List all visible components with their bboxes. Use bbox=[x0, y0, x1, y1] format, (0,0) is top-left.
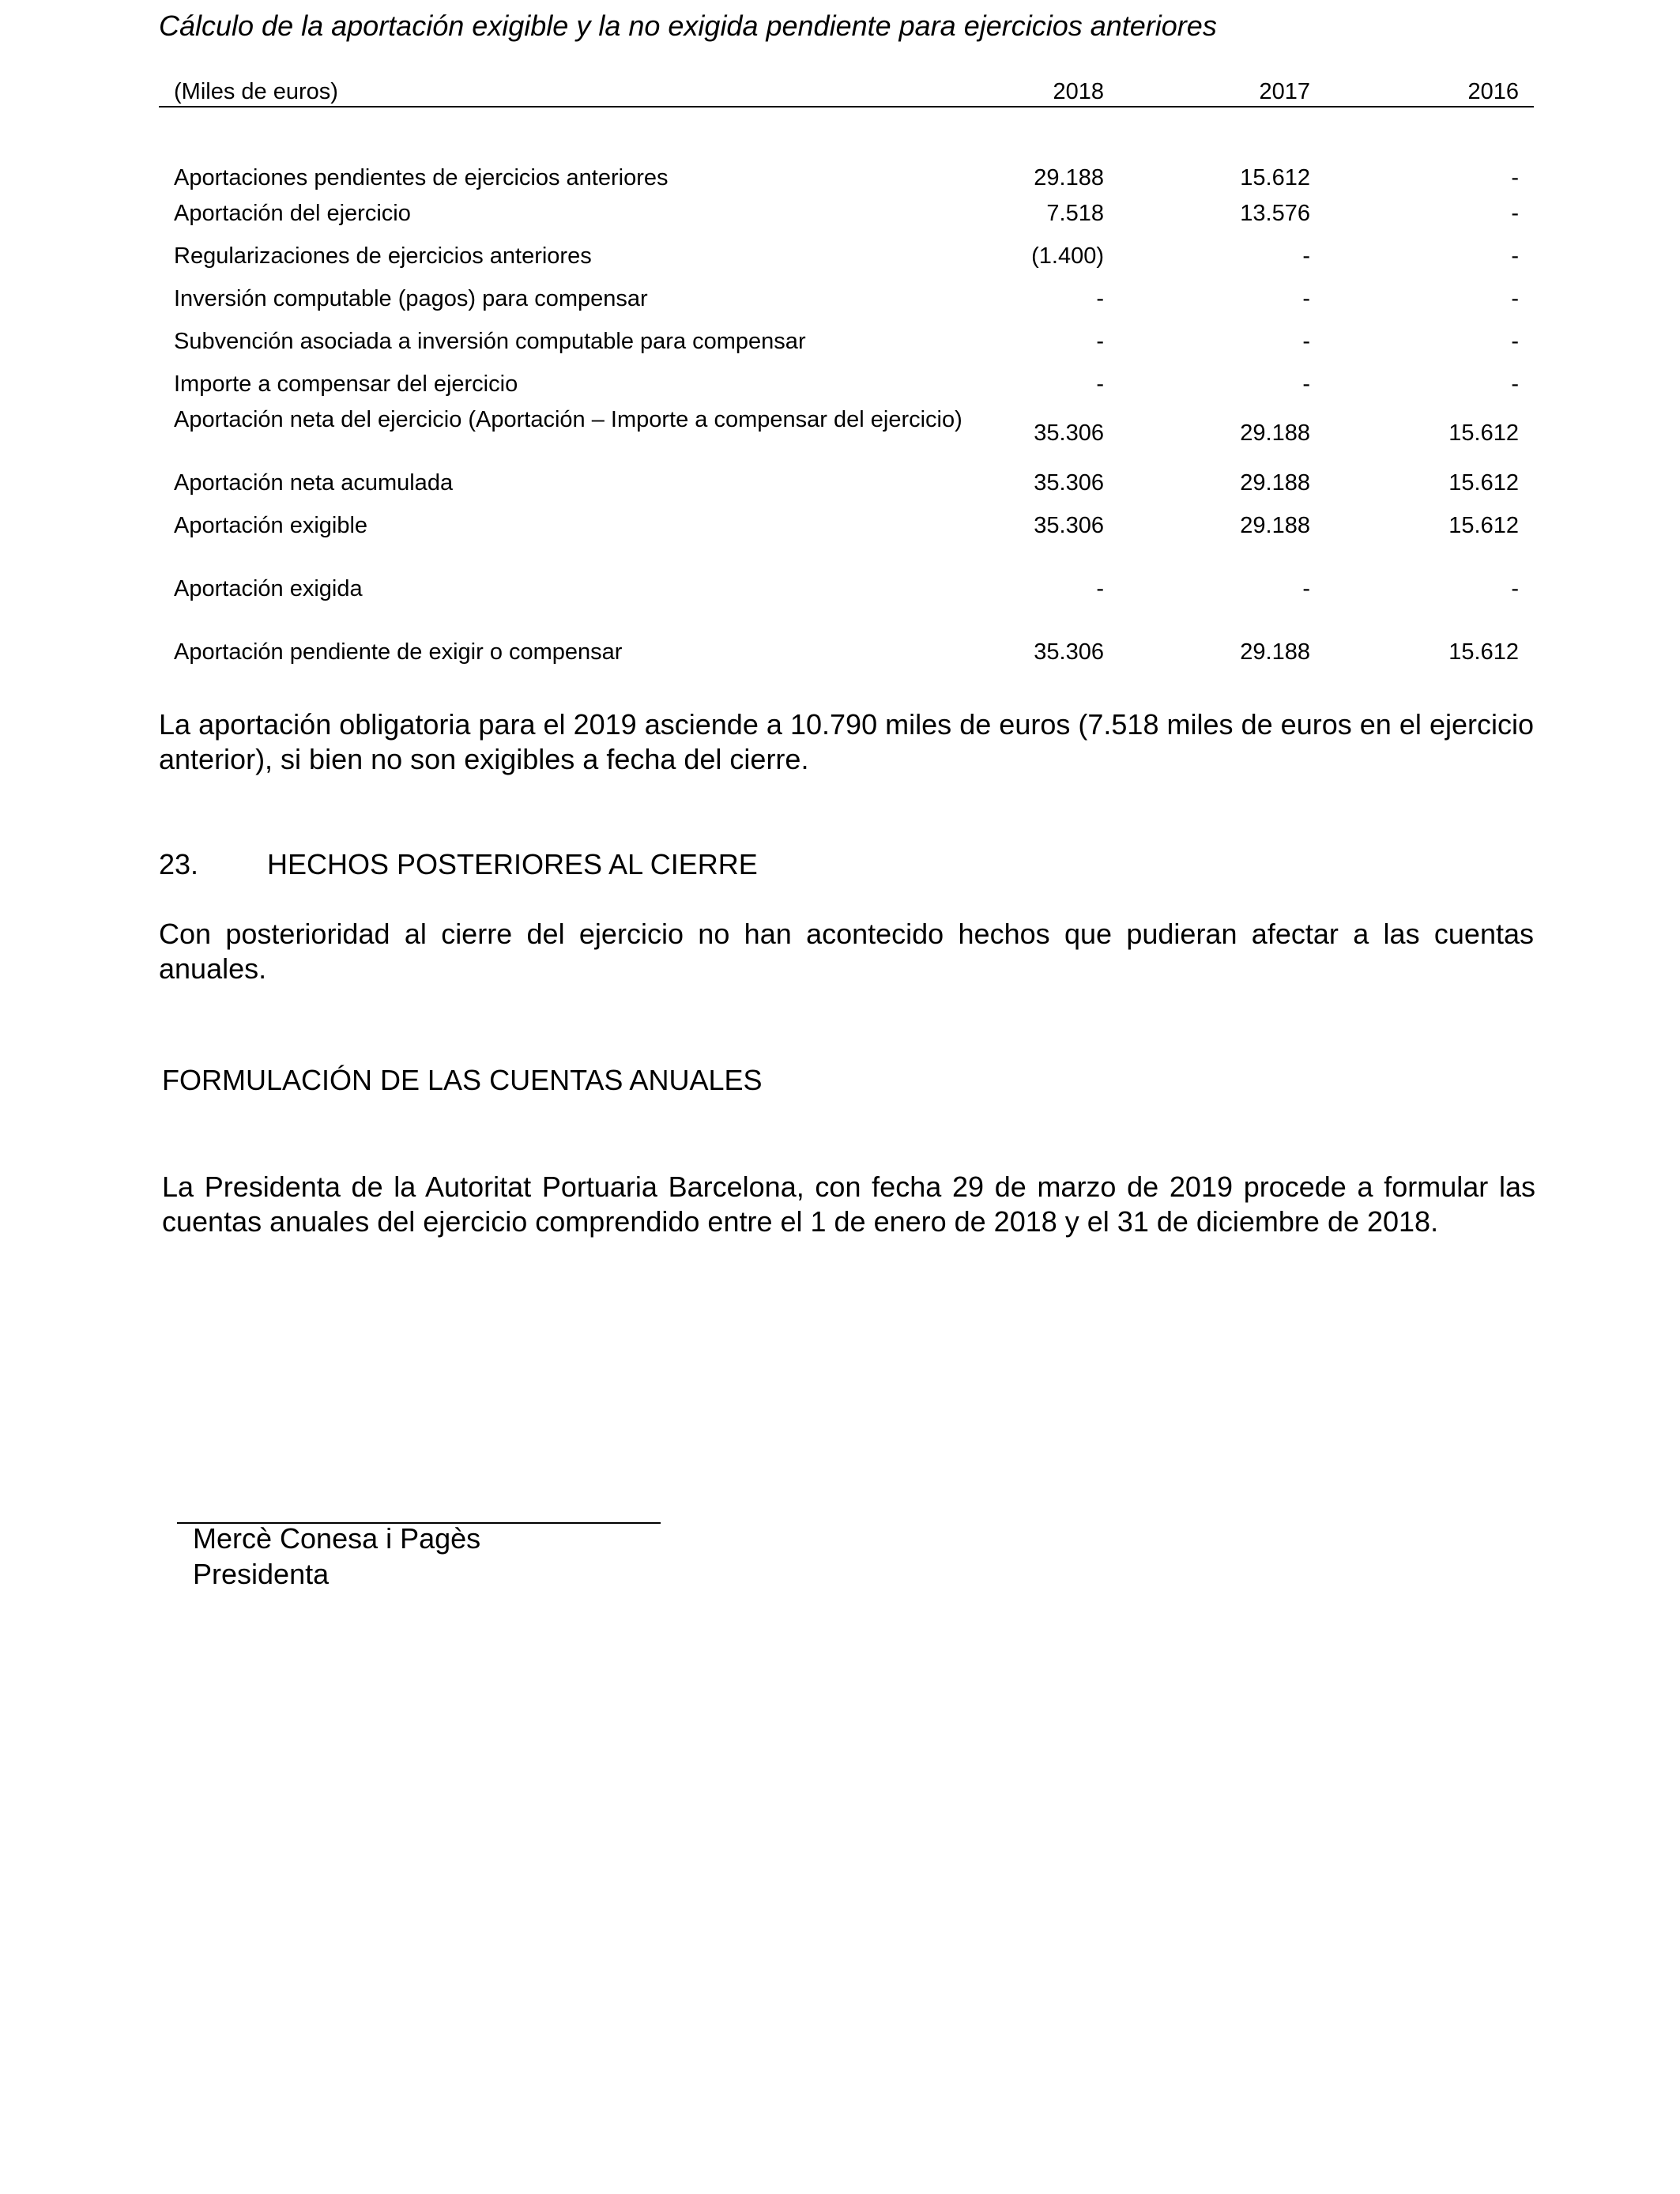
cell-value-2017: 29.188 bbox=[1240, 470, 1310, 496]
table-row bbox=[159, 164, 1534, 191]
table-row bbox=[159, 371, 1534, 398]
row-label: Aportación exigible bbox=[174, 513, 368, 538]
cell-value-2016: 15.612 bbox=[1448, 420, 1519, 446]
signature-block bbox=[193, 1521, 480, 1592]
formulation-text: La Presidenta de la Autoritat Portuaria Barcelona, con fecha 29 de marzo de 2019 procede a formular las cuentas anuales del ejercicio comprendido entre el 1 de enero de 2018 y el 31 de diciembre de 2018. bbox=[162, 1171, 1535, 1238]
table-row bbox=[159, 512, 1534, 539]
table-row bbox=[159, 469, 1534, 496]
cell-value-2018: 29.188 bbox=[1034, 165, 1104, 190]
row-label: Aportación pendiente de exigir o compensar bbox=[174, 639, 623, 665]
cell-value-2016: - bbox=[1511, 371, 1519, 397]
formulation-title: FORMULACIÓN DE LAS CUENTAS ANUALES bbox=[162, 1064, 763, 1096]
table-row bbox=[159, 285, 1534, 312]
unit-label: (Miles de euros) bbox=[174, 79, 338, 104]
cell-value-2017: - bbox=[1302, 576, 1310, 601]
row-label: Aportación del ejercicio bbox=[174, 201, 411, 226]
table-header bbox=[159, 76, 1534, 107]
cell-value-2018: - bbox=[1096, 286, 1104, 311]
row-label: Aportación neta del ejercicio (Aportación – Importe a compensar del ejercicio) bbox=[174, 407, 962, 432]
cell-value-2016: 15.612 bbox=[1448, 639, 1519, 665]
cell-value-2017: - bbox=[1302, 371, 1310, 397]
cell-value-2017: 29.188 bbox=[1240, 639, 1310, 665]
row-label: Importe a compensar del ejercicio bbox=[174, 371, 518, 397]
cell-value-2018: 7.518 bbox=[1046, 201, 1104, 226]
cell-value-2017: - bbox=[1302, 329, 1310, 354]
column-header-2017: 2017 bbox=[1259, 79, 1310, 104]
table-row bbox=[159, 328, 1534, 355]
section-23-text: Con posterioridad al cierre del ejercicio no han acontecido hechos que pudieran afectar a las cuentas anuales. bbox=[159, 918, 1534, 985]
cell-value-2017: - bbox=[1302, 243, 1310, 269]
signatory-name: Mercè Conesa i Pagès bbox=[193, 1522, 481, 1555]
paragraph-contribution: La aportación obligatoria para el 2019 asciende a 10.790 miles de euros (7.518 miles de euros en el ejercicio anterior), si bien no son exigibles a fecha del cierre. bbox=[159, 708, 1534, 775]
cell-value-2017: 29.188 bbox=[1240, 420, 1310, 446]
table-title: Cálculo de la aportación exigible y la no exigida pendiente para ejercicios anteriores bbox=[159, 9, 1217, 42]
table-row bbox=[159, 406, 1534, 460]
table-row bbox=[159, 575, 1534, 602]
column-header-2018: 2018 bbox=[1053, 79, 1104, 104]
cell-value-2016: - bbox=[1511, 165, 1519, 190]
row-label: Subvención asociada a inversión computable para compensar bbox=[174, 329, 806, 354]
column-header-2016: 2016 bbox=[1467, 79, 1519, 104]
cell-value-2018: 35.306 bbox=[1034, 420, 1104, 446]
cell-value-2018: 35.306 bbox=[1034, 513, 1104, 538]
cell-value-2016: 15.612 bbox=[1448, 513, 1519, 538]
cell-value-2016: - bbox=[1511, 243, 1519, 269]
row-label: Regularizaciones de ejercicios anteriores bbox=[174, 243, 592, 269]
cell-value-2018: 35.306 bbox=[1034, 639, 1104, 665]
cell-value-2017: - bbox=[1302, 286, 1310, 311]
section-23-title: HECHOS POSTERIORES AL CIERRE bbox=[267, 848, 758, 880]
row-label: Aportación exigida bbox=[174, 576, 363, 601]
table-row bbox=[159, 200, 1534, 227]
section-23-number: 23. bbox=[159, 848, 199, 880]
cell-value-2016: - bbox=[1511, 329, 1519, 354]
table-row bbox=[159, 243, 1534, 270]
cell-value-2017: 29.188 bbox=[1240, 513, 1310, 538]
row-label: Aportación neta acumulada bbox=[174, 470, 454, 496]
cell-value-2018: - bbox=[1096, 576, 1104, 601]
cell-value-2018: (1.400) bbox=[1031, 243, 1104, 269]
row-label: Aportaciones pendientes de ejercicios anteriores bbox=[174, 165, 669, 190]
cell-value-2018: 35.306 bbox=[1034, 470, 1104, 496]
cell-value-2018: - bbox=[1096, 329, 1104, 354]
signatory-role: Presidenta bbox=[193, 1558, 330, 1590]
cell-value-2016: 15.612 bbox=[1448, 470, 1519, 496]
row-label: Inversión computable (pagos) para compensar bbox=[174, 286, 648, 311]
cell-value-2017: 13.576 bbox=[1240, 201, 1310, 226]
table-row bbox=[159, 639, 1534, 665]
cell-value-2016: - bbox=[1511, 286, 1519, 311]
cell-value-2017: 15.612 bbox=[1240, 165, 1310, 190]
cell-value-2018: - bbox=[1096, 371, 1104, 397]
cell-value-2016: - bbox=[1511, 576, 1519, 601]
cell-value-2016: - bbox=[1511, 201, 1519, 226]
